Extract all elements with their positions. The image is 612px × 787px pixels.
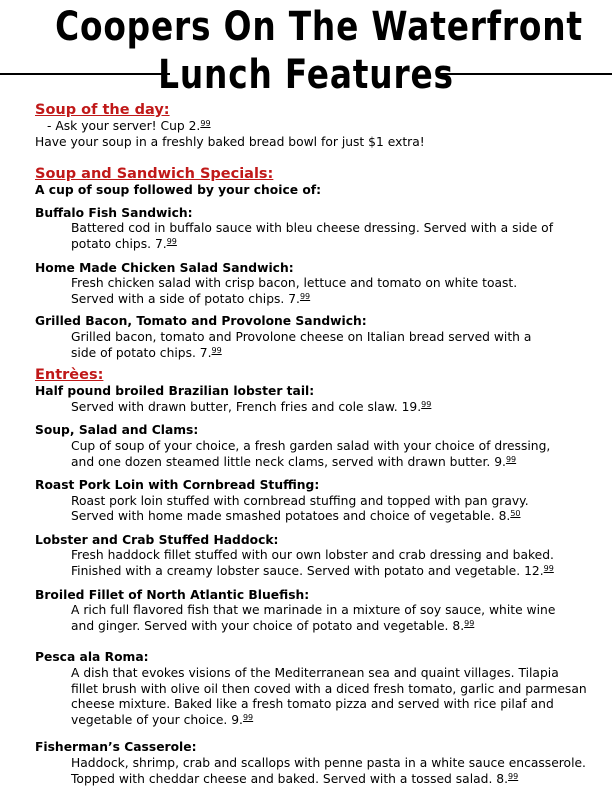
menu-item-name: Lobster and Crab Stuffed Haddock: [35, 532, 279, 547]
menu-item-description [35, 292, 595, 308]
menu-header [0, 0, 612, 100]
menu-item [35, 588, 595, 635]
soup-cents: 99 [200, 119, 211, 128]
soup-line-text: - Ask your server! Cup 2. [47, 119, 201, 133]
description-text: cheese mixture. Baked like a fresh tomato pizza and served with rice pilaf and [71, 697, 554, 712]
menu-subtitle: Lunch Features [158, 52, 454, 98]
menu-item-name: Broiled Fillet of North Atlantic Bluefish: [35, 587, 310, 602]
menu-item-description [35, 772, 595, 787]
specials-section [35, 166, 595, 361]
soup-section [35, 102, 595, 150]
menu-item-description [35, 509, 595, 525]
menu-item-description [35, 756, 595, 772]
menu-item-description [35, 494, 595, 510]
description-text: and ginger. Served with your choice of potato and vegetable. 8. [71, 618, 465, 633]
description-text: Fresh haddock fillet stuffed with our own lobster and crab dressing and baked. [71, 548, 554, 563]
specials-intro: A cup of soup followed by your choice of: [35, 183, 322, 198]
menu-item [35, 206, 595, 253]
menu-item-description [35, 221, 595, 237]
description-text: Battered cod in buffalo sauce with bleu cheese dressing. Served with a side of [71, 221, 554, 236]
price-cents: 99 [421, 399, 432, 409]
menu-item [35, 533, 595, 580]
price-cents: 99 [299, 291, 311, 301]
menu-item [35, 650, 595, 728]
price-cents: 50 [510, 509, 521, 519]
menu-item-description [35, 697, 595, 713]
menu-item [35, 314, 595, 361]
menu-item-name: Home Made Chicken Salad Sandwich: [35, 260, 294, 275]
description-text: fillet brush with olive oil then coved with a diced fresh tomato, garlic and parmesan [71, 681, 587, 696]
menu-item-description [35, 439, 595, 455]
price-cents: 99 [505, 454, 517, 464]
description-text: Served with a side of potato chips. 7. [71, 291, 300, 306]
restaurant-title: Coopers On The Waterfront [55, 4, 583, 50]
menu-item-description [35, 548, 595, 564]
description-text: Served with home made smashed potatoes and choice of vegetable. 8. [71, 509, 511, 524]
menu-item-description [35, 237, 595, 253]
soup-bread-bowl-note: Have your soup in a freshly baked bread bowl for just $1 extra! [35, 134, 425, 149]
description-text: Grilled bacon, tomato and Provolone cheese on Italian bread served with a [71, 329, 532, 344]
entrees-section [35, 367, 595, 787]
description-text: and one dozen steamed little neck clams, served with drawn butter. 9. [71, 454, 506, 469]
menu-item-name: Soup, Salad and Clams: [35, 423, 199, 438]
description-text: Roast pork loin stuffed with cornbread stuffing and topped with pan gravy. [71, 493, 529, 508]
price-cents: 99 [211, 345, 222, 355]
menu-item [35, 740, 595, 787]
menu-item-description [35, 400, 595, 416]
specials-list [35, 206, 595, 361]
menu-item-description [35, 666, 595, 682]
price-cents: 99 [242, 712, 254, 722]
menu-item [35, 423, 595, 470]
menu-item-description [35, 682, 595, 698]
description-text: A rich full flavored fish that we marinade in a mixture of soy sauce, white wine [71, 603, 556, 618]
description-text: side of potato chips. 7. [71, 345, 212, 360]
menu-item-description [35, 603, 595, 619]
menu-item [35, 261, 595, 308]
description-text: A dish that evokes visions of the Mediterranean sea and quaint villages. Tilapia [71, 666, 559, 681]
entrees-heading: Entrèes: [35, 367, 104, 384]
soup-heading: Soup of the day: [35, 102, 170, 118]
menu-item-name: Roast Pork Loin with Cornbread Stuffing: [35, 478, 320, 493]
description-text: Haddock, shrimp, crab and scallops with penne pasta in a white sauce encasserole. [71, 756, 586, 770]
menu-item-name: Fisherman’s Casserole: [35, 740, 197, 755]
menu-item-description [35, 276, 595, 292]
menu-item [35, 478, 595, 525]
description-text: Topped with cheddar cheese and baked. Served with a tossed salad. 8. [71, 771, 509, 786]
price-cents: 99 [166, 236, 177, 246]
description-text: potato chips. 7. [71, 236, 167, 251]
menu-item-name: Grilled Bacon, Tomato and Provolone Sandwich: [35, 314, 367, 329]
menu-item-description [35, 619, 595, 635]
menu-item-description [35, 713, 595, 729]
description-text: Served with drawn butter, French fries and cole slaw. 19. [71, 399, 422, 414]
menu-item-name: Buffalo Fish Sandwich: [35, 205, 193, 220]
menu-item-name: Pesca ala Roma: [35, 650, 149, 665]
menu-item [35, 384, 595, 415]
menu-item-name: Half pound broiled Brazilian lobster tail: [35, 384, 315, 399]
price-cents: 99 [508, 771, 519, 781]
description-text: vegetable of your choice. 9. [71, 712, 243, 727]
menu-item-description [35, 564, 595, 580]
price-cents: 99 [464, 618, 475, 628]
entrees-list [35, 384, 595, 787]
description-text: Fresh chicken salad with crisp bacon, lettuce and tomato on white toast. [71, 276, 518, 291]
price-cents: 99 [543, 564, 554, 574]
description-text: Cup of soup of your choice, a fresh garden salad with your choice of dressing, [71, 438, 551, 453]
menu-content [35, 102, 595, 787]
menu-item-description [35, 455, 595, 471]
description-text: Finished with a creamy lobster sauce. Served with potato and vegetable. 12. [71, 564, 544, 579]
specials-heading: Soup and Sandwich Specials: [35, 166, 274, 183]
menu-item-description [35, 330, 595, 346]
menu-item-description [35, 346, 595, 362]
soup-line [35, 119, 595, 135]
